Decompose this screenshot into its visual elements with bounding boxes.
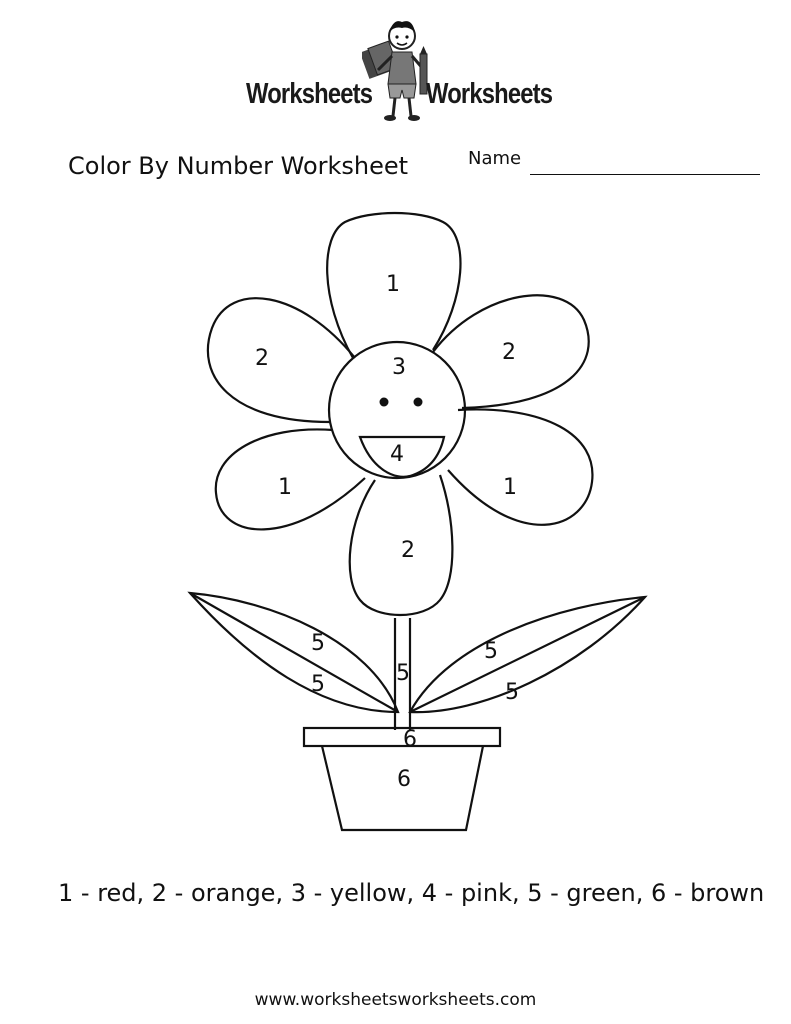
label-leaf-right-lower: 5 [505,680,519,705]
logo-word-right: Worksheets [426,78,553,110]
label-pot-body: 6 [397,767,411,792]
left-eye [380,398,389,407]
label-leaf-left-lower: 5 [311,672,325,697]
name-label: Name [468,148,522,169]
footer-url: www.worksheetsworksheets.com [254,990,537,1010]
label-pot-rim: 6 [403,727,417,752]
label-stem: 5 [396,661,410,686]
worksheet-title: Color By Number Worksheet [68,152,409,180]
label-petal-lower-right: 1 [503,475,517,500]
label-face: 3 [392,355,406,380]
leaf-right-vein [410,597,645,712]
color-legend: 1 - red, 2 - orange, 3 - yellow, 4 - pink, 5 - green, 6 - brown [58,879,765,907]
label-petal-upper-left: 2 [255,346,269,371]
label-petal-top: 1 [386,272,400,297]
pot-rim[interactable] [304,728,500,746]
label-petal-upper-right: 2 [502,340,516,365]
leaf-left-vein [190,593,398,712]
label-petal-bottom: 2 [401,538,415,563]
label-leaf-left-upper: 5 [311,631,325,656]
logo-word-left: Worksheets [246,78,373,110]
label-mouth: 4 [390,442,404,467]
label-petal-lower-left: 1 [278,475,292,500]
label-leaf-right-upper: 5 [484,639,498,664]
petal-lower-right[interactable] [448,409,592,524]
petal-upper-left[interactable] [208,298,355,422]
right-eye [414,398,423,407]
